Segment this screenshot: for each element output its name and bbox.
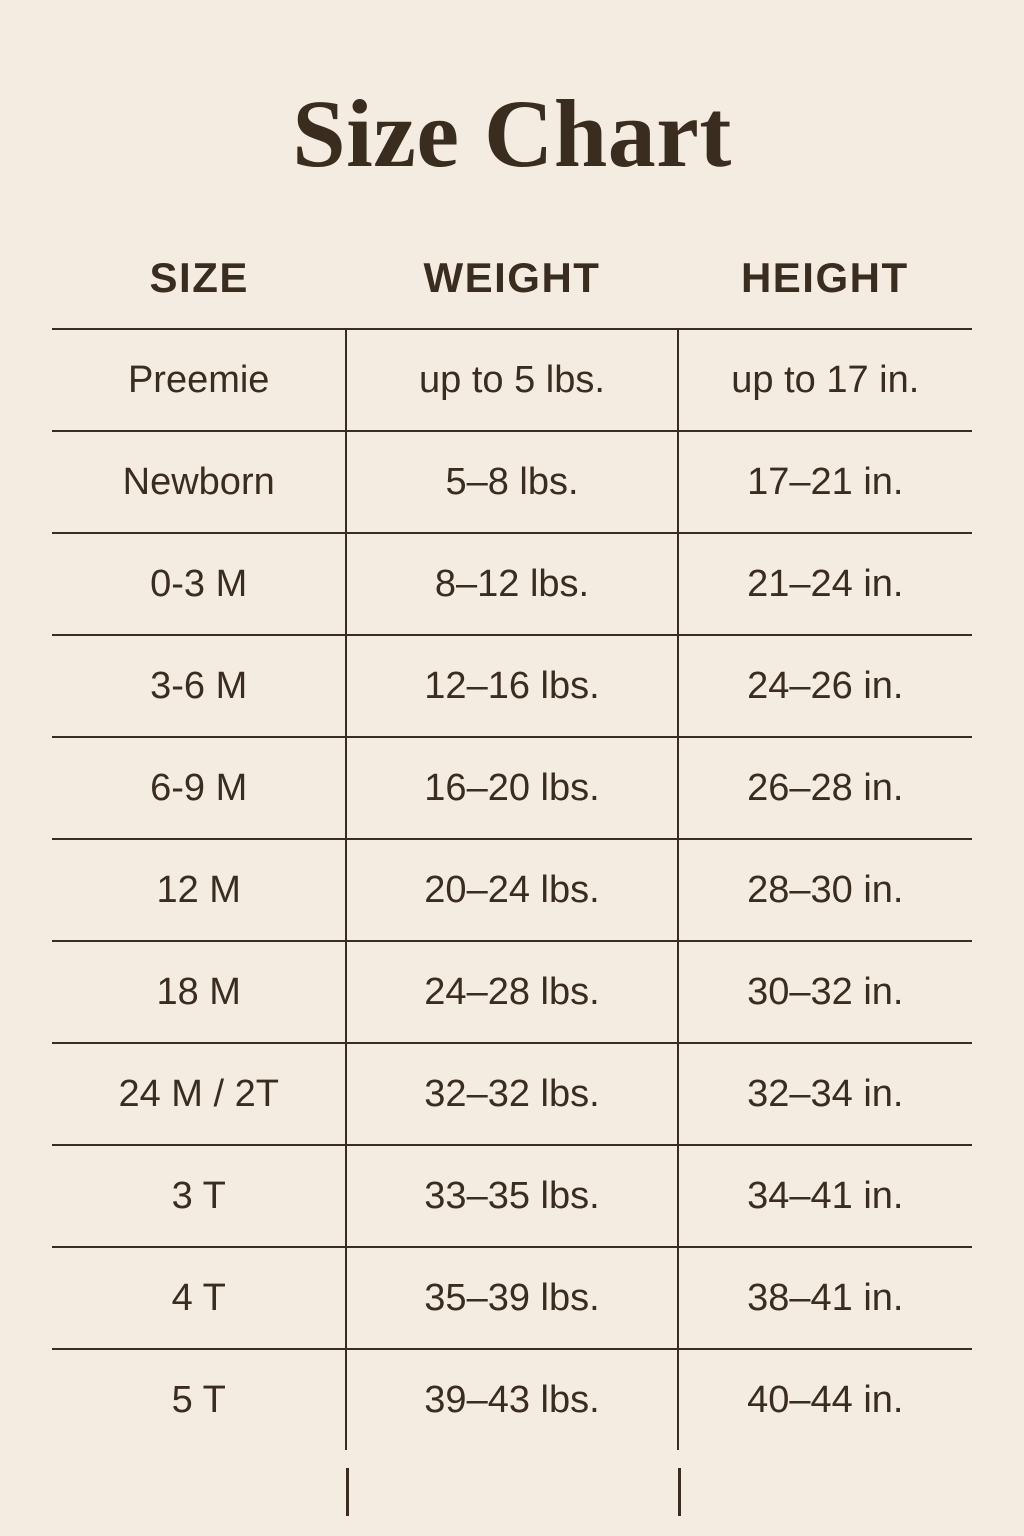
cell-size: 24 M / 2T [52,1043,346,1145]
cell-height: 21–24 in. [678,533,972,635]
cell-height: up to 17 in. [678,329,972,431]
table-row [52,329,972,431]
cell-weight: 24–28 lbs. [346,941,677,1043]
column-header-height: HEIGHT [740,254,909,301]
column-divider-right-extension [678,1468,681,1516]
cell-height: 28–30 in. [678,839,972,941]
cell-size: 6-9 M [52,737,346,839]
cell-height: 24–26 in. [678,635,972,737]
cell-size: 0-3 M [52,533,346,635]
cell-weight: 32–32 lbs. [346,1043,677,1145]
size-chart-table-wrapper [52,182,972,1450]
cell-weight: 33–35 lbs. [346,1145,677,1247]
table-body [52,329,972,1450]
cell-size: 3-6 M [52,635,346,737]
cell-height: 40–44 in. [678,1349,972,1450]
column-divider-left-extension [346,1468,349,1516]
cell-weight: up to 5 lbs. [346,329,677,431]
cell-size: 4 T [52,1247,346,1349]
table-row [52,1349,972,1450]
cell-size: 12 M [52,839,346,941]
size-chart-table [52,254,972,1450]
table-header [52,254,972,329]
table-row [52,737,972,839]
table-row [52,839,972,941]
column-header-weight: WEIGHT [423,254,601,301]
cell-size: 5 T [52,1349,346,1450]
cell-size: Preemie [52,329,346,431]
table-row [52,1247,972,1349]
column-header-size: SIZE [149,254,249,301]
table-header-row [52,254,972,329]
cell-size: 18 M [52,941,346,1043]
cell-weight: 20–24 lbs. [346,839,677,941]
table-row [52,941,972,1043]
table-row [52,1145,972,1247]
cell-weight: 35–39 lbs. [346,1247,677,1349]
table-row [52,1043,972,1145]
cell-height: 32–34 in. [678,1043,972,1145]
cell-height: 34–41 in. [678,1145,972,1247]
table-row [52,431,972,533]
cell-weight: 8–12 lbs. [346,533,677,635]
cell-size: 3 T [52,1145,346,1247]
cell-height: 30–32 in. [678,941,972,1043]
cell-height: 26–28 in. [678,737,972,839]
cell-weight: 12–16 lbs. [346,635,677,737]
table-row [52,533,972,635]
cell-height: 38–41 in. [678,1247,972,1349]
cell-size: Newborn [52,431,346,533]
page-title: Size Chart [292,80,732,187]
cell-weight: 5–8 lbs. [346,431,677,533]
table-row [52,635,972,737]
cell-weight: 39–43 lbs. [346,1349,677,1450]
cell-weight: 16–20 lbs. [346,737,677,839]
cell-height: 17–21 in. [678,431,972,533]
